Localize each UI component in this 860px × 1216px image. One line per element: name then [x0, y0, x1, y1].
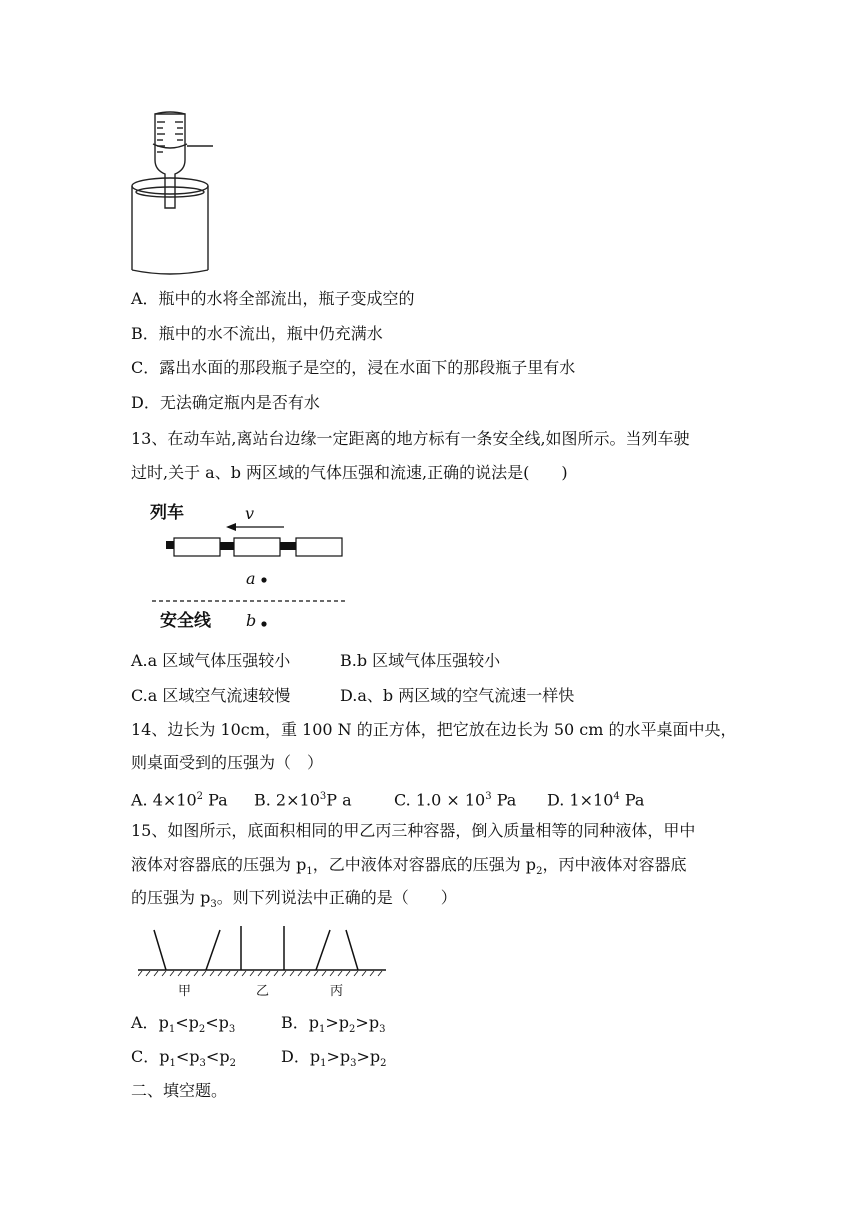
q13-option-d: D.a、b 两区域的空气流速一样快 [340, 686, 575, 705]
q13-stem-line1: 13、在动车站,离站台边缘一定距离的地方标有一条安全线,如图所示。当列车驶 [131, 429, 690, 448]
q13-stem-line2: 过时,关于 a、b 两区域的气体压强和流速,正确的说法是( ) [131, 463, 568, 482]
containers-drawing [138, 924, 388, 984]
q13-option-c: C.a 区域空气流速较慢 [131, 686, 291, 705]
q14-stem-line1: 14、边长为 10cm，重 100 N 的正方体，把它放在边长为 50 cm 的水平桌面中央， [131, 720, 737, 739]
q15-stem-line3: 的压强为 $p_3$。则下列说法中正确的是（ ） [131, 888, 457, 911]
q14-option-d: D. $1\times 10^4$ Pa [547, 790, 645, 810]
section-2-heading: 二、填空题。 [131, 1081, 228, 1100]
label-jia: 甲 [178, 984, 192, 999]
bottle-beaker-figure [125, 108, 225, 278]
containers-figure [138, 924, 388, 1004]
label-yi: 乙 [256, 984, 270, 999]
train-safety-line-figure [148, 498, 358, 638]
q14-option-c: C. $1.0 \times 10^3$ Pa [394, 790, 517, 810]
q15-option-c: C．$p_1<p_3<p_2$ [131, 1047, 236, 1070]
q15-stem-line1: 15、如图所示，底面积相同的甲乙丙三种容器，倒入质量相等的同种液体，甲中 [131, 821, 696, 840]
label-bing: 丙 [330, 984, 344, 999]
q12-option-b: B．瓶中的水不流出，瓶中仍充满水 [131, 324, 383, 343]
q13-option-a: A.a 区域气体压强较小 [131, 651, 291, 670]
b-region-label: b [246, 611, 257, 630]
q15-option-d: D．$p_1>p_3>p_2$ [281, 1047, 387, 1070]
safety-line-label: 安全线 [160, 611, 211, 631]
q13-option-b: B.b 区域气体压强较小 [340, 651, 501, 670]
q12-option-a: A．瓶中的水将全部流出，瓶子变成空的 [131, 289, 415, 308]
q12-option-c: C．露出水面的那段瓶子是空的，浸在水面下的那段瓶子里有水 [131, 358, 576, 377]
q14-stem-line2: 则桌面受到的压强为（ ） [131, 753, 324, 772]
q14-option-b: B. $2\times 10^3P$ a [254, 790, 352, 810]
q15-option-b: B．$p_1>p_2>p_3$ [281, 1013, 386, 1036]
q14-option-a: A. $4\times 10^2$ Pa [131, 790, 228, 810]
q12-option-d: D．无法确定瓶内是否有水 [131, 393, 320, 412]
velocity-label: v [245, 504, 255, 523]
a-region-label: a [246, 569, 256, 588]
q15-stem-line2: 液体对容器底的压强为 $p_1$，乙中液体对容器底的压强为 $p_2$，丙中液体对容器底 [131, 855, 687, 878]
train-label: 列车 [150, 503, 184, 523]
q15-option-a: A．$p_1<p_2<p_3$ [131, 1013, 236, 1036]
